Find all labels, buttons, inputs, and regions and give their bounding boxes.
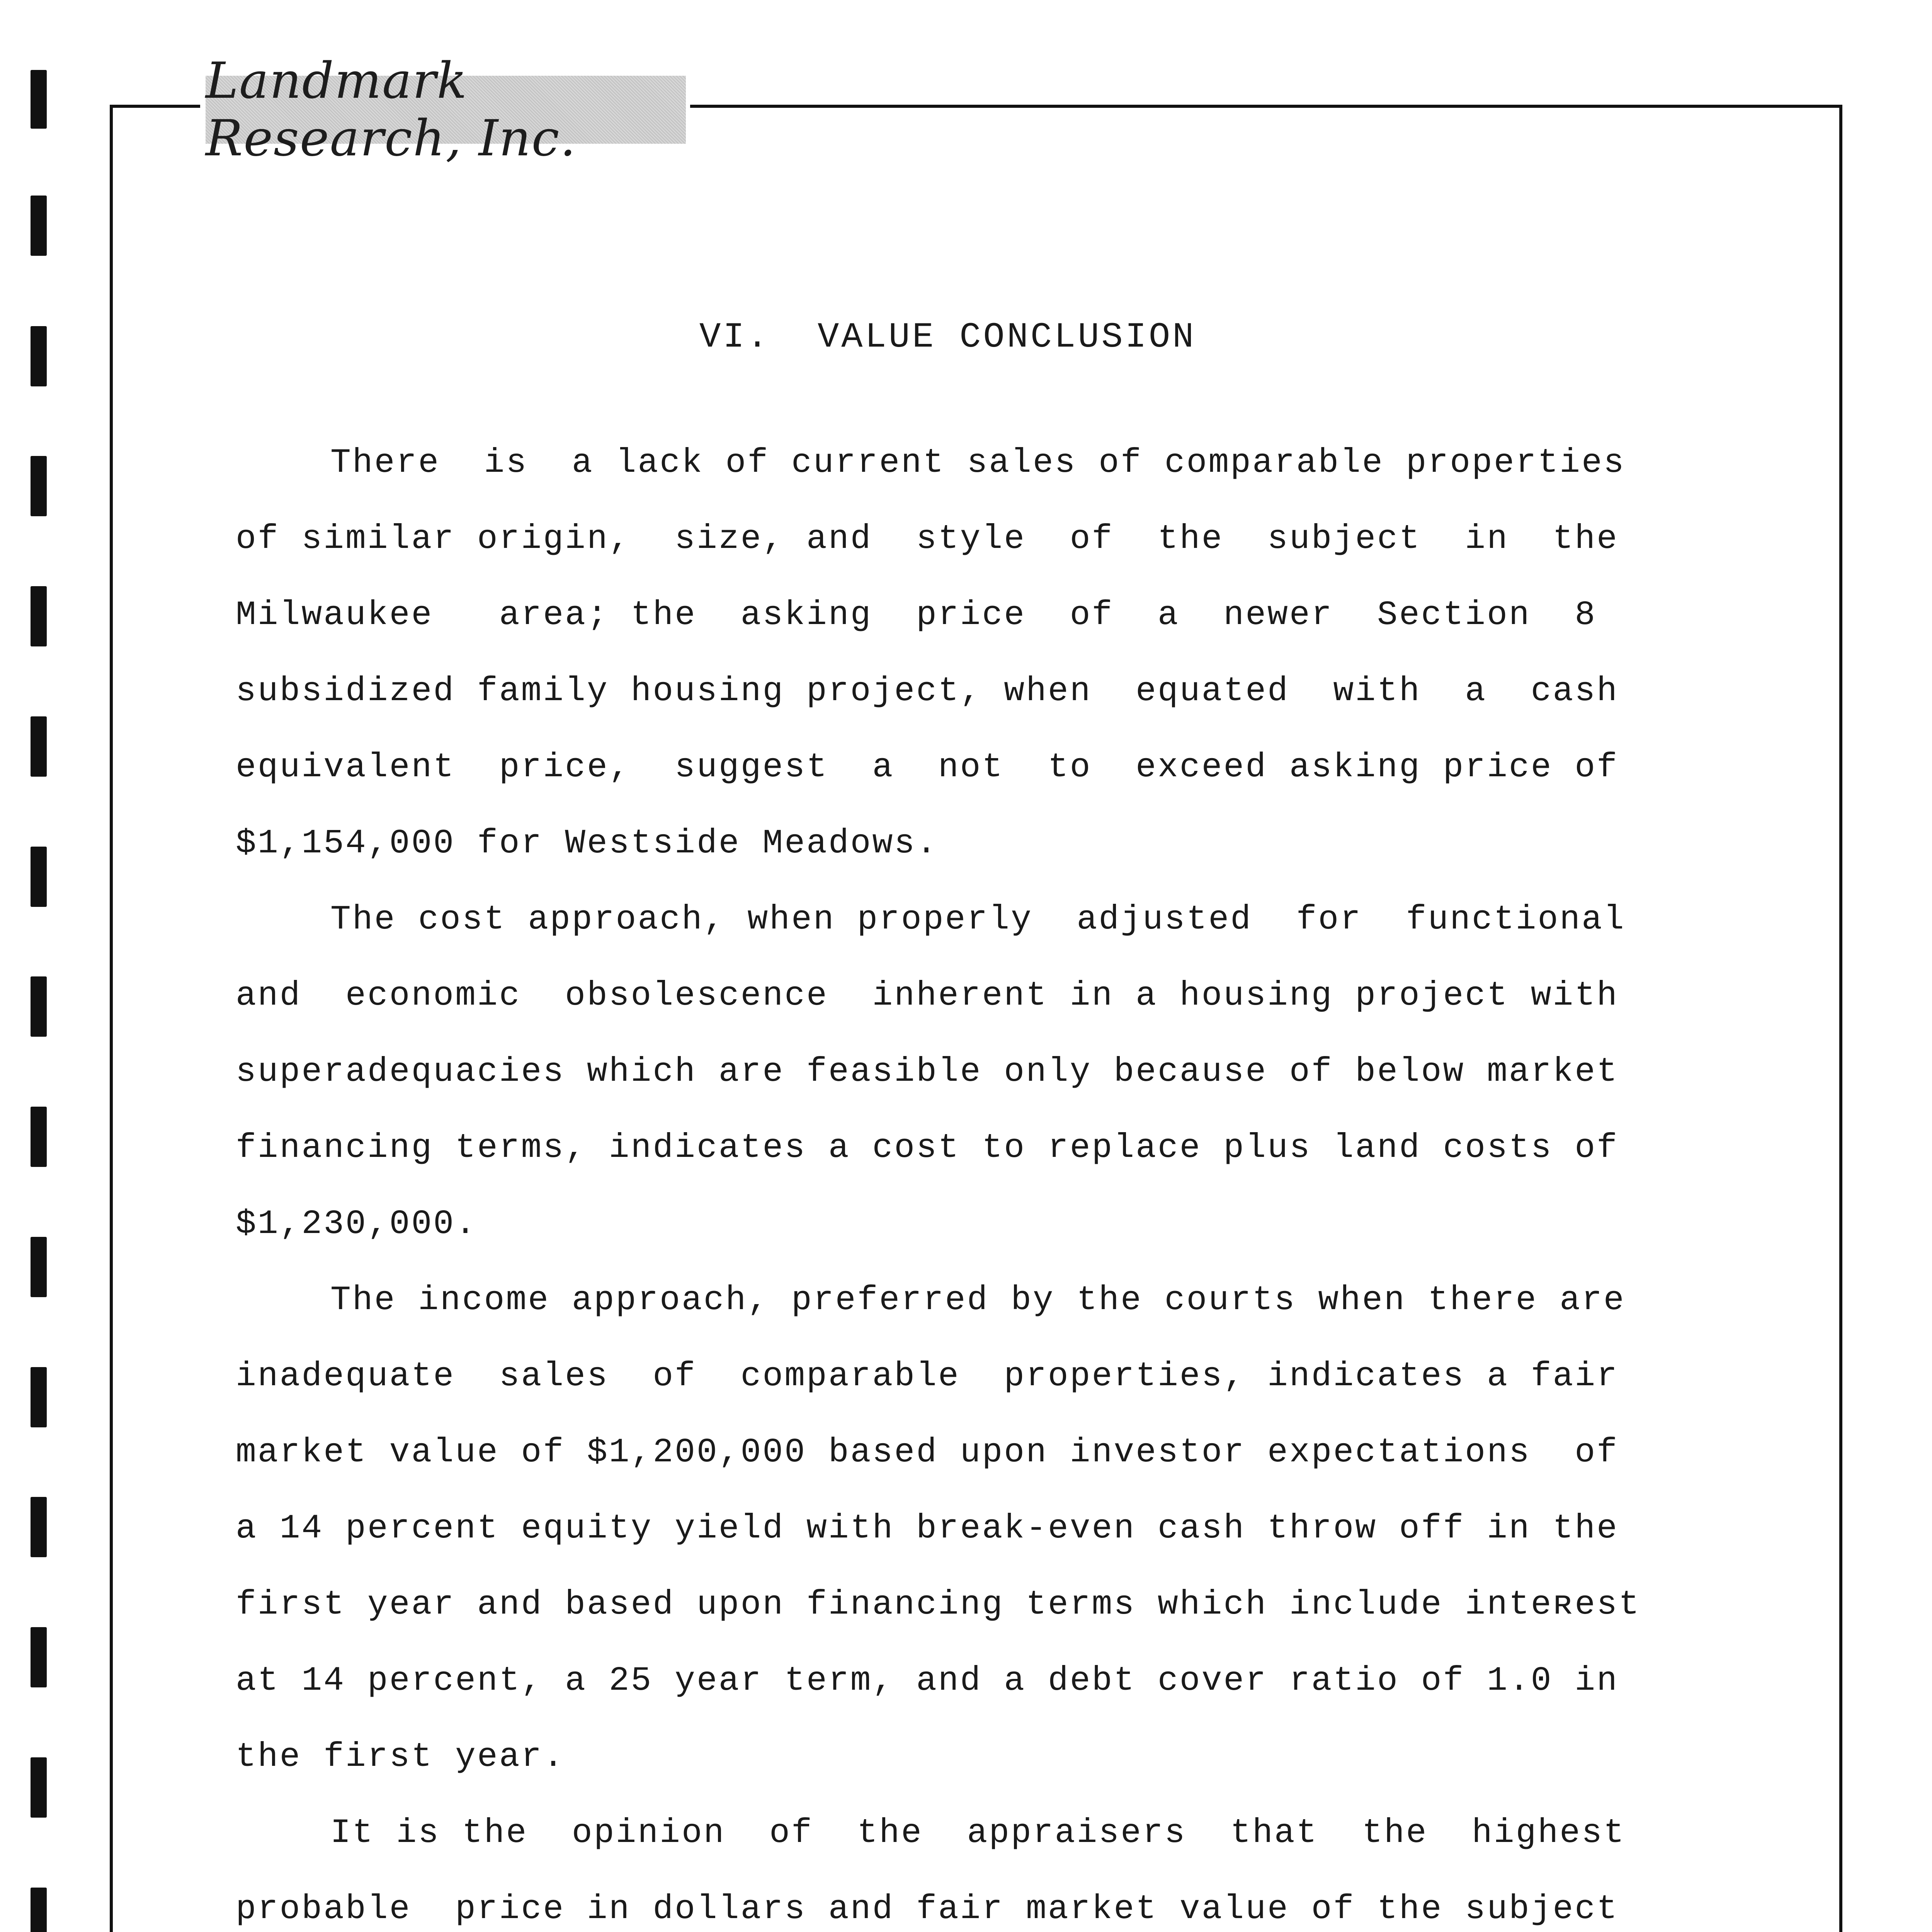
text-line: inadequate sales of comparable properties, indicates a fair xyxy=(236,1357,1619,1396)
text-line: There is a lack of current sales of comparable properties xyxy=(330,444,1626,482)
paragraph xyxy=(236,1262,1692,1795)
binder-hole xyxy=(31,847,47,907)
paragraph xyxy=(236,425,1692,882)
binder-hole xyxy=(31,326,47,386)
text-line: the first year. xyxy=(236,1738,565,1776)
binder-hole xyxy=(31,1757,47,1818)
text-line: market value of $1,200,000 based upon investor expectations of xyxy=(236,1434,1619,1472)
text-line: of similar origin, size, and style of the subject in the xyxy=(236,520,1619,558)
text-line: a 14 percent equity yield with break-even cash throw off in the xyxy=(236,1510,1619,1548)
text-line: equivalent price, suggest a not to exceed asking price of xyxy=(236,748,1619,787)
binder-hole xyxy=(31,1627,47,1687)
text-line: It is the opinion of the appraisers that the highest xyxy=(330,1814,1626,1852)
text-line: subsidized family housing project, when equated with a cash xyxy=(236,672,1619,711)
binder-hole xyxy=(31,1888,47,1932)
paragraph xyxy=(236,1795,1692,1932)
text-line: $1,154,000 for Westside Meadows. xyxy=(236,825,938,863)
frame-left xyxy=(110,105,113,1932)
text-line: Milwaukee area; the asking price of a newer Section 8 xyxy=(236,596,1597,634)
binder-hole xyxy=(31,1107,47,1167)
text-line: $1,230,000. xyxy=(236,1205,477,1243)
binder-hole xyxy=(31,1237,47,1297)
text-line: probable price in dollars and fair market value of the subject xyxy=(236,1890,1619,1929)
text-line: financing terms, indicates a cost to replace plus land costs of xyxy=(236,1129,1619,1167)
text-line: first year and based upon financing terms which include inteʀest xyxy=(236,1586,1641,1624)
frame-top-left xyxy=(110,105,200,108)
text-line: superadequacies which are feasible only because of below market xyxy=(236,1053,1619,1091)
frame-top-right xyxy=(690,105,1842,108)
binder-hole xyxy=(31,1367,47,1427)
binder-hole xyxy=(31,70,47,129)
binder-hole xyxy=(31,456,47,516)
letterhead-logo xyxy=(206,52,686,167)
binder-hole xyxy=(31,196,47,256)
text-line: The cost approach, when properly adjusted for functional xyxy=(330,901,1626,939)
binder-hole xyxy=(31,976,47,1037)
letterhead-text: Landmark Research, Inc. xyxy=(206,52,577,167)
binder-hole xyxy=(31,586,47,646)
binder-hole xyxy=(31,716,47,777)
frame-right xyxy=(1839,105,1842,1932)
binder-hole xyxy=(31,1497,47,1557)
text-line: The income approach, preferred by the courts when there are xyxy=(330,1281,1626,1320)
text-line: and economic obsolescence inherent in a housing project with xyxy=(236,977,1619,1015)
body-text xyxy=(236,425,1692,1932)
section-heading: VI. VALUE CONCLUSION xyxy=(699,317,1196,357)
text-line: at 14 percent, a 25 year term, and a debt cover ratio of 1.0 in xyxy=(236,1662,1619,1700)
paragraph xyxy=(236,882,1692,1262)
